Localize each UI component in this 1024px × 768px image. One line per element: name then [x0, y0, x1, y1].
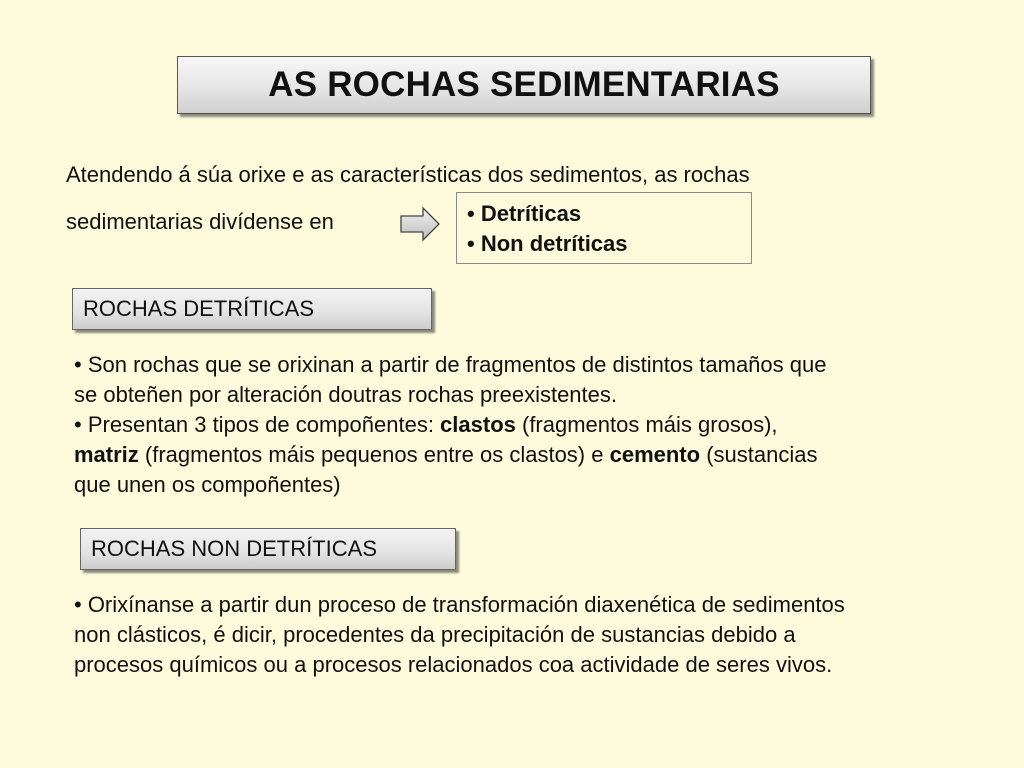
text-run: (fragmentos máis pequenos entre os clastos) e: [138, 442, 610, 467]
section-heading-detriticas: [72, 288, 432, 330]
slide-title: AS ROCHAS SEDIMENTARIAS: [268, 65, 780, 104]
rock-types-box: [456, 192, 752, 264]
type-item-detriticas: • Detríticas: [467, 201, 582, 226]
paragraph-line: procesos químicos ou a procesos relacionados coa actividade de seres vivos.: [74, 652, 833, 677]
right-arrow-icon: [399, 206, 441, 242]
slide-title-box: [177, 56, 871, 114]
text-run: (fragmentos máis grosos),: [515, 412, 778, 437]
term-clastos: clastos: [440, 412, 516, 437]
section-heading-non-detriticas: [80, 528, 456, 570]
paragraph-line: [74, 440, 826, 470]
type-item-non-detriticas: • Non detríticas: [467, 231, 628, 256]
paragraph-line: se obteñen por alteración doutras rochas preexistentes.: [74, 382, 617, 407]
text-run: • Presentan 3 tipos de compoñentes:: [74, 412, 441, 437]
paragraph-line: [74, 410, 826, 440]
section-heading-detriticas-label: ROCHAS DETRÍTICAS: [83, 296, 315, 321]
intro-line-1: Atendendo á súa orixe e as características dos sedimentos, as rochas: [66, 162, 750, 187]
paragraph-line: que unen os compoñentes): [74, 472, 341, 497]
paragraph-line: non clásticos, é dicir, procedentes da precipitación de sustancias debido a: [74, 622, 796, 647]
non-detriticas-paragraph: [74, 590, 845, 680]
term-cemento: cemento: [609, 442, 701, 467]
term-matriz: matriz: [74, 442, 139, 467]
paragraph-line: • Son rochas que se orixinan a partir de fragmentos de distintos tamaños que: [74, 352, 827, 377]
intro-line-2: sedimentarias divídense en: [66, 209, 334, 234]
paragraph-line: • Orixínanse a partir dun proceso de transformación diaxenética de sedimentos: [74, 592, 845, 617]
section-heading-non-detriticas-label: ROCHAS NON DETRÍTICAS: [91, 536, 378, 561]
detriticas-paragraph: [74, 350, 826, 500]
text-run: (sustancias: [700, 442, 818, 467]
